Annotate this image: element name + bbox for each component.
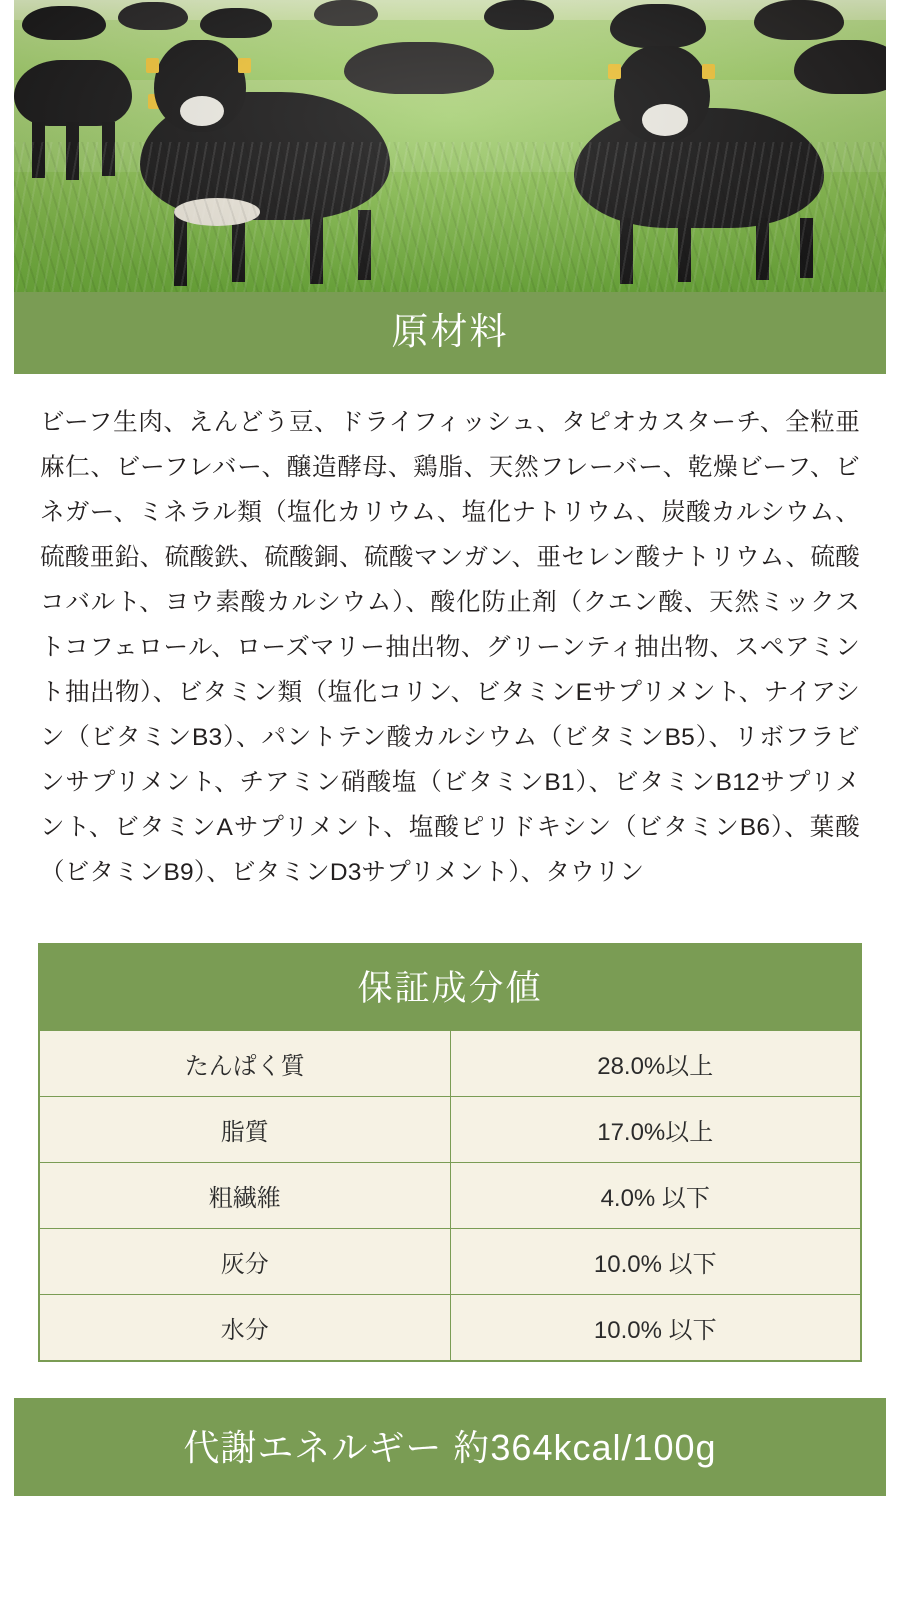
table-row bbox=[40, 1097, 860, 1163]
nutrient-label: 脂質 bbox=[40, 1097, 450, 1163]
table-row bbox=[40, 1031, 860, 1097]
nutrient-value: 28.0%以上 bbox=[450, 1031, 860, 1097]
ingredients-body-text: ビーフ生肉、えんどう豆、ドライフィッシュ、タピオカスターチ、全粒亜麻仁、ビーフレバー、醸造酵母、鶏脂、天然フレーバー、乾燥ビーフ、ビネガー、ミネラル類（塩化カリウム、塩化ナトリウム、炭酸カルシウム、硫酸亜鉛、硫酸鉄、硫酸銅、硫酸マンガン、亜セレン酸ナトリウム、硫酸コバルト、ヨウ素酸カルシウム）、酸化防止剤（クエン酸、天然ミックストコフェロール、ローズマリー抽出物、グリーンティ抽出物、スペアミント抽出物）、ビタミン類（塩化コリン、ビタミンEサプリメント、ナイアシン（ビタミンB3）、パントテン酸カルシウム（ビタミンB5）、リボフラビンサプリメント、チアミン硝酸塩（ビタミンB1）、ビタミンB12サプリメント、ビタミンAサプリメント、塩酸ピリドキシン（ビタミンB6）、葉酸（ビタミンB9）、ビタミンD3サプリメント）、タウリン bbox=[40, 409, 860, 886]
cattle-pasture-photo bbox=[14, 0, 886, 292]
nutrient-label: 灰分 bbox=[40, 1229, 450, 1295]
guaranteed-analysis-block bbox=[38, 943, 862, 1362]
nutrient-label: たんぱく質 bbox=[40, 1031, 450, 1097]
table-row bbox=[40, 1295, 860, 1361]
guaranteed-analysis-table bbox=[40, 1030, 860, 1360]
nutrient-value: 10.0% 以下 bbox=[450, 1229, 860, 1295]
nutrient-label: 粗繊維 bbox=[40, 1163, 450, 1229]
table-row bbox=[40, 1229, 860, 1295]
ingredients-section-title: 原材料 bbox=[14, 292, 886, 374]
nutrient-value: 4.0% 以下 bbox=[450, 1163, 860, 1229]
table-row bbox=[40, 1163, 860, 1229]
nutrient-label: 水分 bbox=[40, 1295, 450, 1361]
metabolizable-energy-banner: 代謝エネルギー 約364kcal/100g bbox=[14, 1398, 886, 1496]
nutrient-value: 10.0% 以下 bbox=[450, 1295, 860, 1361]
nutrient-value: 17.0%以上 bbox=[450, 1097, 860, 1163]
guaranteed-analysis-title: 保証成分値 bbox=[40, 945, 860, 1030]
photo-vignette bbox=[14, 0, 886, 292]
